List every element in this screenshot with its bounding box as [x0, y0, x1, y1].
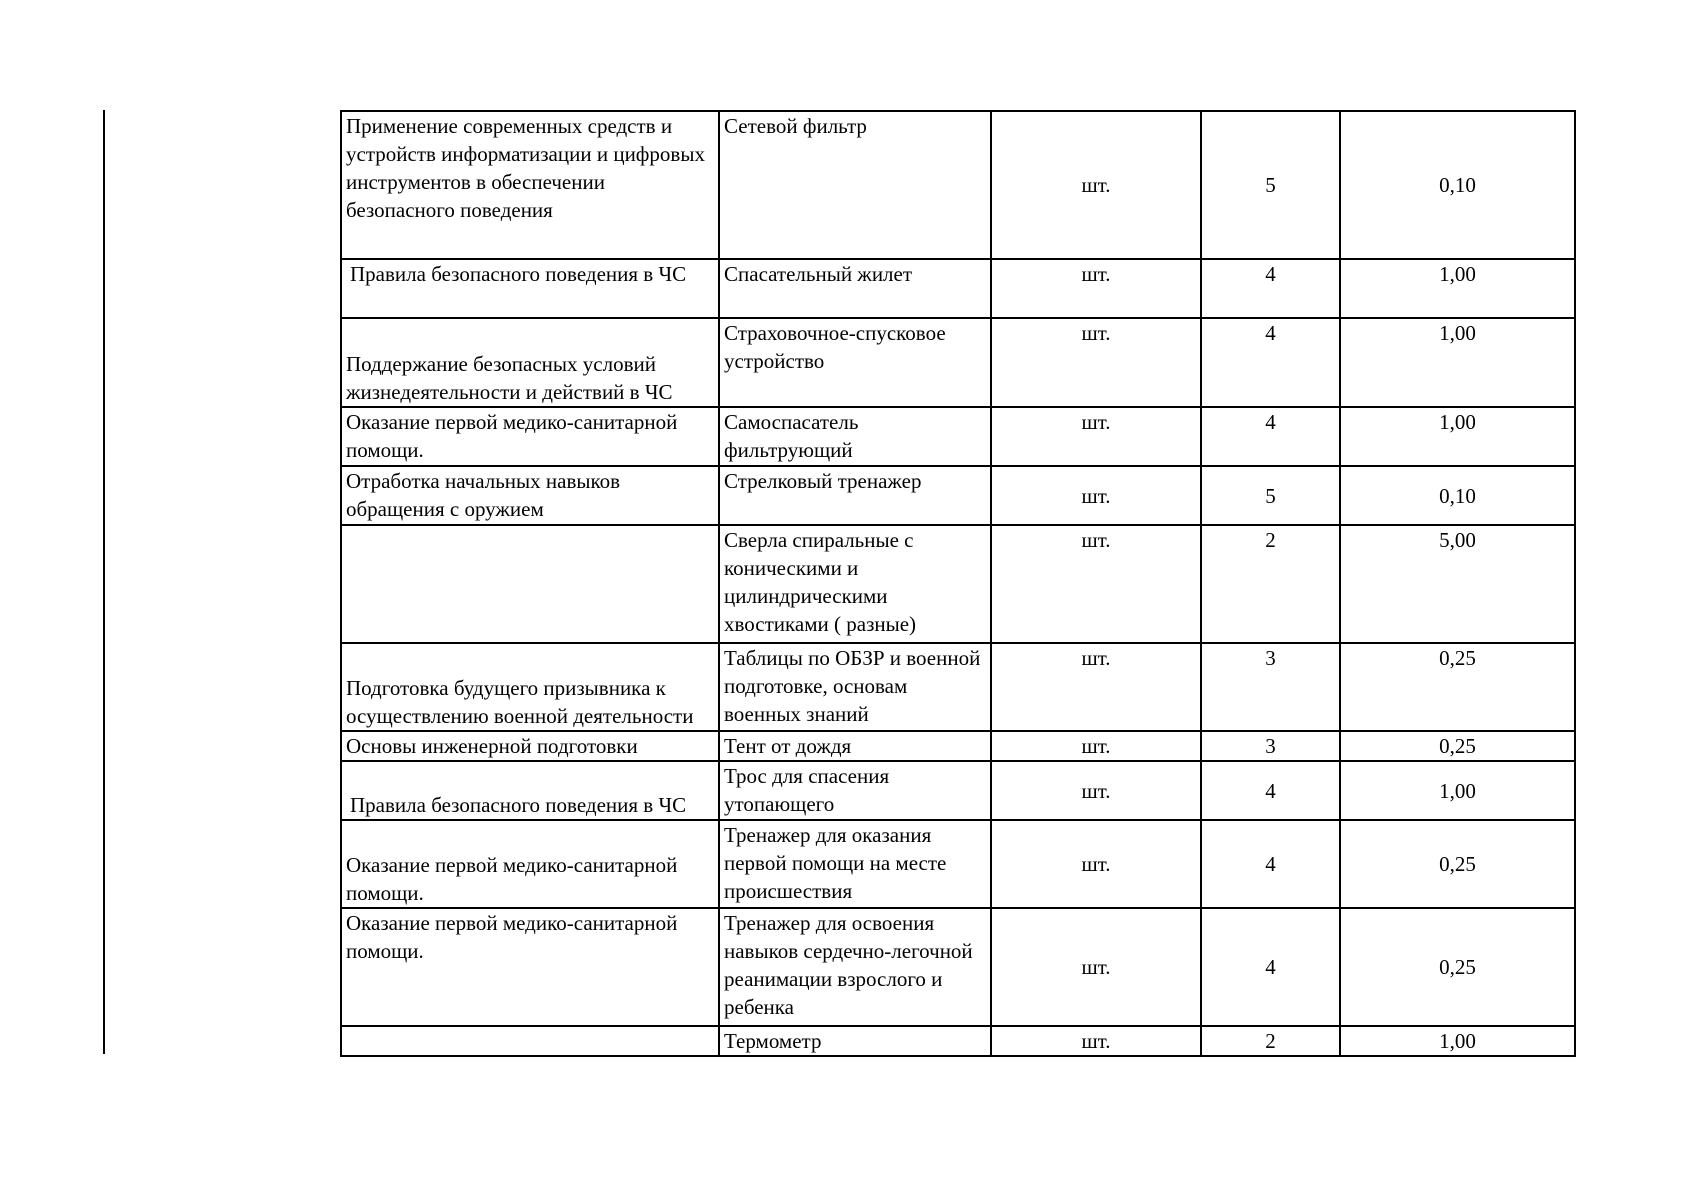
- item-cell: Страховочное-спусковое устройство: [719, 318, 991, 407]
- quantity-cell: 5: [1201, 466, 1340, 525]
- item-cell: Таблицы по ОБЗР и военной подготовке, основам военных знаний: [719, 643, 991, 731]
- quantity-cell: 4: [1201, 407, 1340, 466]
- table-row: [341, 820, 1575, 908]
- quantity-cell: 2: [1201, 1026, 1340, 1056]
- table-row: [341, 731, 1575, 761]
- unit-cell: шт.: [991, 111, 1201, 259]
- topic-cell: Основы инженерной подготовки: [341, 731, 719, 761]
- page-margin-line: [103, 110, 105, 1054]
- item-cell: Тренажер для оказания первой помощи на месте происшествия: [719, 820, 991, 908]
- unit-cell: шт.: [991, 731, 1201, 761]
- quantity-cell: 3: [1201, 731, 1340, 761]
- table-row: [341, 1026, 1575, 1056]
- unit-cell: шт.: [991, 908, 1201, 1026]
- topic-cell: Применение современных средств и устройств информатизации и цифровых инструментов в обеспечении безопасного поведения: [341, 111, 719, 259]
- topic-cell: Оказание первой медико-санитарной помощи.: [341, 908, 719, 1026]
- item-cell: Тент от дождя: [719, 731, 991, 761]
- table-row: [341, 259, 1575, 318]
- coefficient-cell: 5,00: [1340, 525, 1575, 643]
- unit-cell: шт.: [991, 466, 1201, 525]
- quantity-cell: 4: [1201, 318, 1340, 407]
- coefficient-cell: 0,25: [1340, 643, 1575, 731]
- coefficient-cell: 0,25: [1340, 820, 1575, 908]
- unit-cell: шт.: [991, 820, 1201, 908]
- item-cell: Стрелковый тренажер: [719, 466, 991, 525]
- coefficient-cell: 0,25: [1340, 731, 1575, 761]
- table-row: [341, 643, 1575, 731]
- topic-cell: Оказание первой медико-санитарной помощи.: [341, 407, 719, 466]
- coefficient-cell: 1,00: [1340, 259, 1575, 318]
- topic-cell: Подготовка будущего призывника к осуществлению военной деятельности: [341, 643, 719, 731]
- quantity-cell: 5: [1201, 111, 1340, 259]
- unit-cell: шт.: [991, 525, 1201, 643]
- quantity-cell: 3: [1201, 643, 1340, 731]
- topic-cell: Правила безопасного поведения в ЧС: [341, 761, 719, 820]
- unit-cell: шт.: [991, 407, 1201, 466]
- quantity-cell: 4: [1201, 908, 1340, 1026]
- unit-cell: шт.: [991, 318, 1201, 407]
- coefficient-cell: 1,00: [1340, 318, 1575, 407]
- item-cell: Термометр: [719, 1026, 991, 1056]
- table-row: [341, 525, 1575, 643]
- topic-cell: Отработка начальных навыков обращения с оружием: [341, 466, 719, 525]
- unit-cell: шт.: [991, 643, 1201, 731]
- item-cell: Трос для спасения утопающего: [719, 761, 991, 820]
- table-row: [341, 407, 1575, 466]
- topic-cell: Поддержание безопасных условий жизнедеятельности и действий в ЧС: [341, 318, 719, 407]
- table-row: [341, 111, 1575, 259]
- coefficient-cell: 1,00: [1340, 1026, 1575, 1056]
- coefficient-cell: 0,10: [1340, 111, 1575, 259]
- coefficient-cell: 0,25: [1340, 908, 1575, 1026]
- table-row: [341, 908, 1575, 1026]
- topic-cell: Оказание первой медико-санитарной помощи.: [341, 820, 719, 908]
- unit-cell: шт.: [991, 259, 1201, 318]
- unit-cell: шт.: [991, 1026, 1201, 1056]
- item-cell: Сетевой фильтр: [719, 111, 991, 259]
- topic-cell: [341, 525, 719, 643]
- item-cell: Самоспасатель фильтрующий: [719, 407, 991, 466]
- coefficient-cell: 0,10: [1340, 466, 1575, 525]
- quantity-cell: 4: [1201, 761, 1340, 820]
- item-cell: Тренажер для освоения навыков сердечно-легочной реанимации взрослого и ребенка: [719, 908, 991, 1026]
- table-row: [341, 761, 1575, 820]
- quantity-cell: 2: [1201, 525, 1340, 643]
- quantity-cell: 4: [1201, 259, 1340, 318]
- topic-cell: [341, 1026, 719, 1056]
- item-cell: Сверла спиральные с коническими и цилиндрическими хвостиками ( разные): [719, 525, 991, 643]
- topic-cell: Правила безопасного поведения в ЧС: [341, 259, 719, 318]
- quantity-cell: 4: [1201, 820, 1340, 908]
- item-cell: Спасательный жилет: [719, 259, 991, 318]
- table-row: [341, 466, 1575, 525]
- coefficient-cell: 1,00: [1340, 407, 1575, 466]
- equipment-table: [340, 110, 1576, 1057]
- table-row: [341, 318, 1575, 407]
- coefficient-cell: 1,00: [1340, 761, 1575, 820]
- unit-cell: шт.: [991, 761, 1201, 820]
